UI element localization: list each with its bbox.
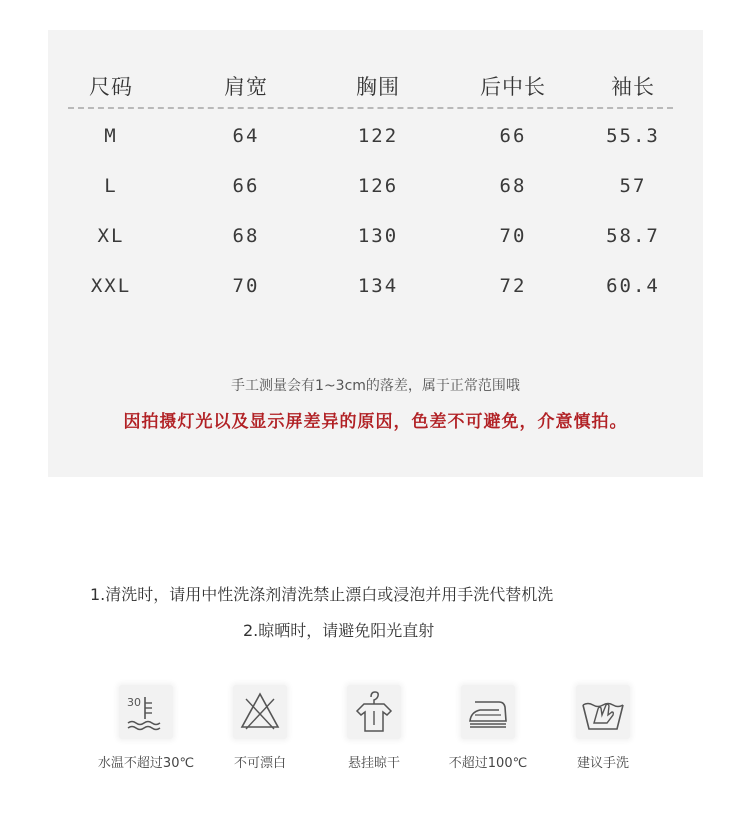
shoulder-cell: 64 [232,125,260,147]
care-label: 水温不超过30℃ [97,756,195,771]
size-table-header [48,67,703,107]
table-row [48,266,703,306]
header-size: 尺码 [89,75,133,99]
chest-cell: 130 [357,225,399,247]
no-bleach-icon [233,685,287,739]
header-divider [68,107,673,109]
shoulder-cell: 70 [232,275,260,297]
care-label: 不超过100℃ [448,756,528,771]
care-item-iron [423,685,553,771]
wash-30-icon [119,685,173,739]
chest-cell: 122 [357,125,399,147]
care-label: 悬挂晾干 [347,756,400,771]
back-length-cell: 68 [499,175,527,197]
wash-temp-number: 30 [127,696,141,709]
shoulder-cell: 66 [232,175,260,197]
header-chest: 胸围 [356,75,400,99]
chest-cell: 134 [357,275,399,297]
table-row [48,166,703,206]
measurement-note: 手工测量会有1~3cm的落差，属于正常范围哦 [231,378,520,394]
size-chart-panel [48,30,703,477]
size-cell: XXL [90,275,132,297]
hang-dry-icon [347,685,401,739]
header-sleeve: 袖长 [611,75,655,99]
table-row [48,216,703,256]
care-label: 建议手洗 [576,756,629,771]
back-length-cell: 70 [499,225,527,247]
care-instruction-dry: 2.晾晒时，请避免阳光直射 [243,621,435,640]
back-length-cell: 66 [499,125,527,147]
care-item-wash-temp [81,685,211,771]
color-difference-note: 因拍摄灯光以及显示屏差异的原因，色差不可避免，介意慎拍。 [123,412,628,432]
size-cell: L [104,175,118,197]
care-item-hang-dry [309,685,439,771]
sleeve-cell: 58.7 [606,225,660,247]
iron-icon [461,685,515,739]
care-instruction-wash: 1.清洗时，请用中性洗涤剂清洗禁止漂白或浸泡并用手洗代替机洗 [90,585,554,604]
sleeve-cell: 60.4 [606,275,660,297]
size-cell: XL [97,225,125,247]
care-item-hand-wash [538,685,668,771]
header-back-length: 后中长 [480,75,546,99]
table-row [48,116,703,156]
care-label: 不可漂白 [233,756,286,771]
chest-cell: 126 [357,175,399,197]
size-cell: M [104,125,118,147]
hand-wash-icon [576,685,630,739]
shoulder-cell: 68 [232,225,260,247]
sleeve-cell: 55.3 [606,125,660,147]
sleeve-cell: 57 [619,175,647,197]
header-shoulder: 肩宽 [224,75,268,99]
back-length-cell: 72 [499,275,527,297]
care-item-no-bleach [195,685,325,771]
